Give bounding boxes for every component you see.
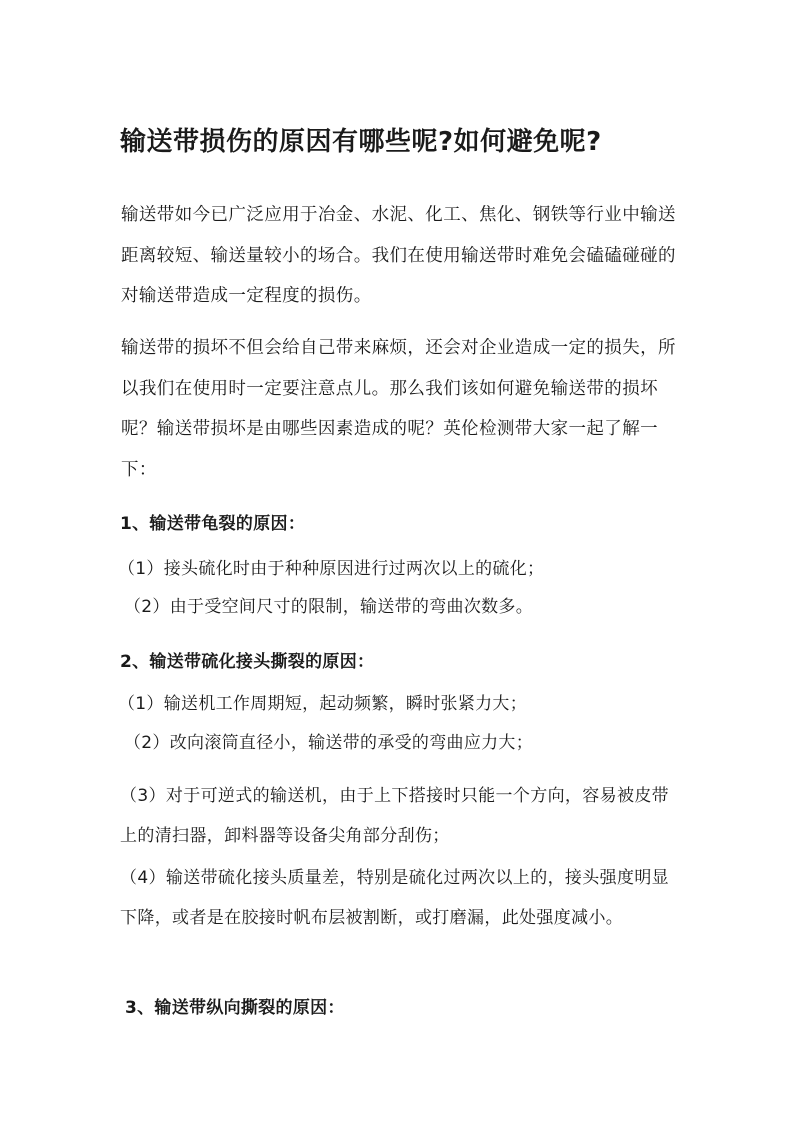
section-heading-joint-tearing: 2、输送带硫化接头撕裂的原因： xyxy=(120,652,375,672)
intro-paragraph: 输送带如今已广泛应用于冶金、水泥、化工、焦化、钢铁等行业中输送距离较短、输送量较小的场合。我们在使用输送带时难免会磕磕碰碰的对输送带造成一定程度的损伤。 xyxy=(121,205,676,306)
list-item: （2）由于受空间尺寸的限制，输送带的弯曲次数多。 xyxy=(124,597,534,617)
second-paragraph: 输送带的损坏不但会给自己带来麻烦，还会对企业造成一定的损失，所以我们在使用时一定要注意点儿。那么我们该如何避免输送带的损坏呢？输送带损坏是由哪些因素造成的呢？英伦检测带大家一起了解一下： xyxy=(121,338,676,480)
list-item: （2）改向滚筒直径小，输送带的承受的弯曲应力大； xyxy=(124,733,534,753)
section-heading-longitudinal-tearing: 3、输送带纵向撕裂的原因： xyxy=(125,998,345,1018)
list-item: （1）接头硫化时由于种种原因进行过两次以上的硫化； xyxy=(118,559,545,579)
list-item: （1）输送机工作周期短，起动频繁，瞬时张紧力大； xyxy=(118,694,528,714)
section-heading-cracking: 1、输送带龟裂的原因： xyxy=(120,514,306,534)
list-item: （3）对于可逆式的输送机，由于上下搭接时只能一个方向，容易被皮带上的清扫器，卸料器等设备尖角部分刮伤； xyxy=(120,786,670,846)
document-title: 输送带损伤的原因有哪些呢?如何避免呢? xyxy=(120,127,602,157)
list-item: （4）输送带硫化接头质量差，特别是硫化过两次以上的，接头强度明显下降，或者是在胶接时帆布层被割断，或打磨漏，此处强度减小。 xyxy=(120,868,670,928)
